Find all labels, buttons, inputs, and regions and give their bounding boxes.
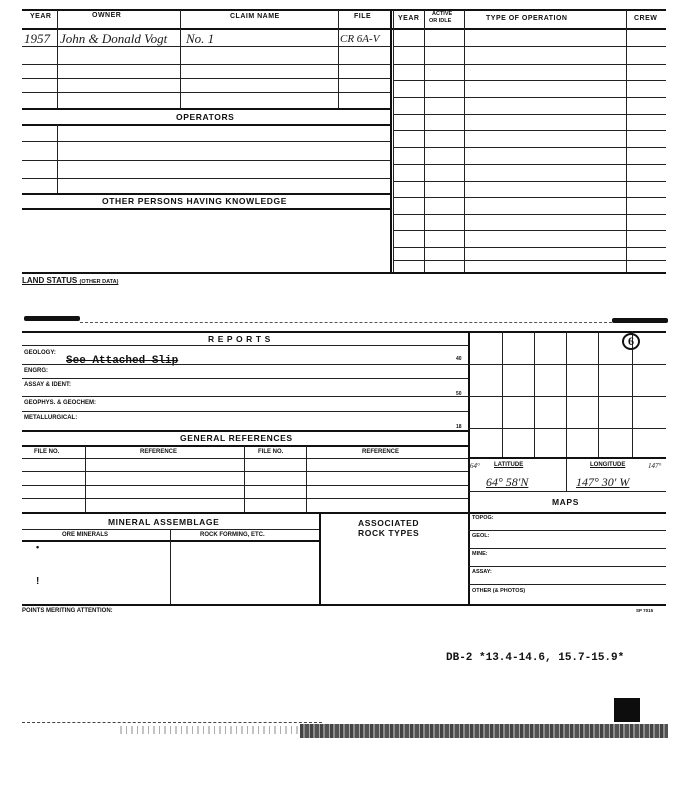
col-line: [244, 446, 245, 512]
col-line: [424, 10, 425, 272]
active-header: ACTIVE: [432, 11, 453, 17]
center-divider-inner: [393, 10, 394, 272]
col-line: [57, 124, 58, 193]
engrg-label: ENGRG:: [24, 368, 48, 374]
row-line: [22, 141, 390, 142]
row-line: [22, 108, 390, 110]
grid-col: [598, 331, 599, 457]
center-divider: [390, 10, 392, 272]
row-line: [22, 208, 390, 210]
reports-top-border: [22, 331, 666, 333]
latitude-value: 64° 58'N: [486, 475, 529, 489]
geology-label: GEOLOGY:: [24, 350, 56, 356]
grid-row: [468, 428, 666, 429]
row-line: [22, 78, 390, 79]
grid-col: [502, 331, 503, 457]
reference-header-1: REFERENCE: [140, 449, 178, 455]
general-references-title: GENERAL REFERENCES: [180, 433, 293, 443]
row-line: [394, 130, 666, 131]
row-line: [394, 164, 666, 165]
lon-prefix: 147°: [648, 462, 662, 470]
col-line: [626, 10, 627, 272]
row-line: [22, 64, 390, 65]
row-line: [22, 92, 390, 93]
lat-prefix: 64°: [470, 462, 480, 470]
file-value: CR 6A-V: [340, 33, 380, 45]
row-line: [394, 80, 666, 81]
dashed-line: [80, 322, 612, 323]
row-line: [394, 260, 666, 261]
col-line: [57, 10, 58, 108]
row-line: [22, 445, 468, 447]
file-no-header-2: FILE NO.: [258, 449, 284, 455]
idle-header: OR IDLE: [429, 18, 452, 24]
maps-title: MAPS: [552, 497, 579, 507]
geology-num: 40: [456, 356, 462, 362]
col-line: [338, 10, 339, 108]
reference-header-2: REFERENCE: [362, 449, 400, 455]
row-line: [22, 46, 390, 47]
owner-header: OWNER: [92, 12, 122, 19]
black-square: [614, 698, 640, 722]
bottom-border: [22, 604, 666, 606]
row-line: [22, 458, 468, 459]
claim-name-header: CLAIM NAME: [230, 13, 280, 20]
activity-year-header: YEAR: [398, 15, 420, 22]
row-line: [468, 584, 666, 585]
mineral-assemblage-title: MINERAL ASSEMBLAGE: [108, 517, 220, 527]
file-header: FILE: [354, 13, 372, 20]
geology-value: See Attached Slip: [66, 355, 179, 367]
other-photos-label: OTHER (& PHOTOS): [472, 588, 526, 594]
ore-minerals-header: ORE MINERALS: [62, 532, 109, 538]
ink-smudge: [612, 318, 668, 323]
row-line: [22, 160, 390, 161]
row-line: [22, 193, 390, 195]
row-line: [468, 548, 666, 549]
row-line: [394, 214, 666, 215]
row-line: [22, 485, 468, 486]
row-line: [394, 46, 666, 47]
row-line: [22, 378, 468, 379]
longitude-value: 147° 30' W: [576, 475, 630, 489]
row-line: [394, 181, 666, 182]
row-line: [394, 230, 666, 231]
row-line: [394, 147, 666, 148]
row-line: [468, 491, 666, 492]
grid-row: [468, 396, 666, 397]
col-line: [319, 512, 321, 604]
grid-row: [468, 364, 666, 365]
col-line: [464, 10, 465, 272]
metallurgical-num: 18: [456, 424, 462, 430]
top-border: [22, 9, 666, 11]
rock-forming-header: ROCK FORMING, ETC.: [200, 532, 265, 538]
section-bottom: [22, 272, 666, 274]
col-line: [306, 446, 307, 512]
other-persons-title: OTHER PERSONS HAVING KNOWLEDGE: [102, 196, 288, 206]
assay-label: ASSAY & IDENT:: [24, 382, 72, 388]
mine-label: MINE:: [472, 551, 488, 557]
assay-num: 50: [456, 391, 462, 397]
claim-name-value: No. 1: [186, 31, 215, 46]
row-line: [22, 345, 468, 346]
points-meriting-attention: POINTS MERITING ATTENTION:: [22, 608, 113, 614]
grid-col: [566, 331, 567, 491]
year-header: YEAR: [30, 13, 52, 20]
geol-label: GEOL:: [472, 533, 490, 539]
land-status-title: LAND STATUS (OTHER DATA): [22, 276, 119, 285]
row-line: [22, 396, 468, 397]
row-line: [22, 430, 468, 432]
row-line: [394, 247, 666, 248]
row-line: [22, 471, 468, 472]
col-line: [85, 446, 86, 512]
row-line: [394, 64, 666, 65]
row-line: [394, 197, 666, 198]
operators-title: OPERATORS: [176, 112, 235, 122]
grid-col: [534, 331, 535, 457]
circled-number: 6: [622, 333, 640, 350]
scan-noise-band: [300, 724, 668, 738]
row-line: [22, 364, 468, 365]
row-line: [22, 411, 468, 412]
type-of-operation-header: TYPE OF OPERATION: [486, 15, 568, 22]
ink-dot: •: [36, 542, 40, 552]
crew-header: CREW: [634, 15, 658, 22]
stamp-text: DB-2 *13.4-14.6, 15.7-15.9*: [446, 652, 625, 664]
latitude-label: LATITUDE: [494, 462, 524, 468]
header-underline: [22, 28, 666, 30]
claim-year-value: 1957: [24, 31, 50, 46]
form-code: SP 7015: [636, 608, 654, 613]
row-line: [22, 512, 666, 514]
scan-noise: [22, 722, 322, 723]
file-no-header-1: FILE NO.: [34, 449, 60, 455]
row-line: [394, 114, 666, 115]
rock-types-label: ROCK TYPES: [358, 528, 420, 538]
col-line: [170, 529, 171, 604]
owner-value: John & Donald Vogt: [60, 31, 168, 46]
col-line: [180, 10, 181, 108]
ink-smudge: [24, 316, 80, 321]
row-line: [22, 178, 390, 179]
geophys-label: GEOPHYS. & GEOCHEM:: [24, 400, 97, 406]
ink-mark: !: [36, 576, 40, 587]
scan-noise-faint: [120, 726, 300, 734]
metallurgical-label: METALLURGICAL:: [24, 415, 78, 421]
reports-title: R E P O R T S: [208, 334, 271, 344]
associated-label: ASSOCIATED: [358, 518, 420, 528]
row-line: [468, 530, 666, 531]
longitude-label: LONGITUDE: [590, 462, 626, 468]
row-line: [468, 566, 666, 567]
assay-map-label: ASSAY:: [472, 569, 492, 575]
row-line: [394, 97, 666, 98]
grid-row: [468, 457, 666, 459]
row-line: [22, 124, 390, 126]
topog-label: TOPOG:: [472, 515, 494, 521]
row-line: [22, 498, 468, 499]
